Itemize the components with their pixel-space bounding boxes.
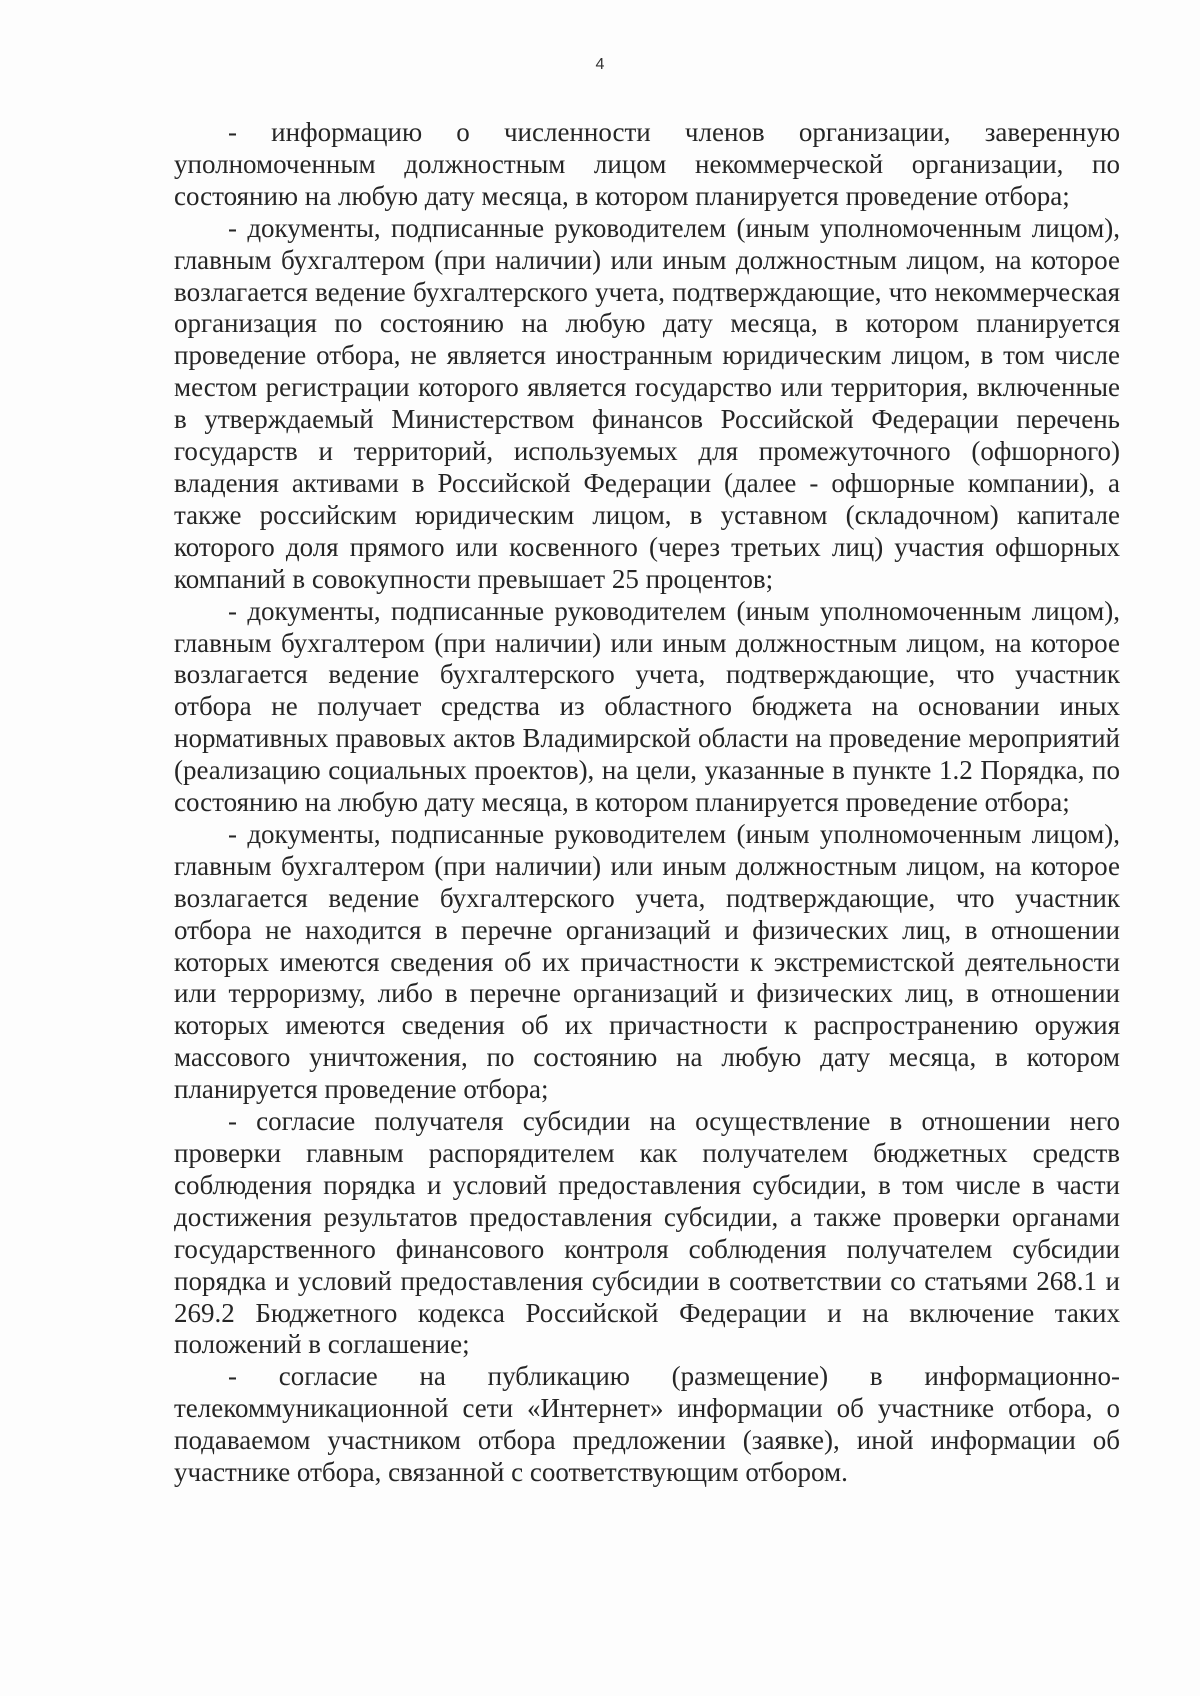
paragraph-offshore-status-documents: - документы, подписанные руководителем (иным уполномоченным лицом), главным бухгалтером (при наличии) или иным должностным лицом, на которое возлагается ведение бухгалтерского учета, подтверждающие, что некоммерческая организация по состоянию на любую дату месяца, в котором планируется проведение отбора, не является иностранным юридическим лицом, в том числе местом регистрации которого является государство или территория, включенные в утверждаемый Министерством финансов Российской Федерации перечень государств и территорий, используемых для промежуточного (офшорного) владения активами в Российской Федерации (далее - офшорные компании), а также российским юридическим лицом, в уставном (складочном) капитале которого доля прямого или косвенного (через третьих лиц) участия офшорных компаний в совокупности превышает 25 процентов; — [174, 212, 1120, 594]
document-body — [174, 117, 1120, 1489]
paragraph-audit-consent: - согласие получателя субсидии на осуществление в отношении него проверки главным распорядителем как получателем бюджетных средств соблюдения порядка и условий предоставления субсидии, в том числе в части достижения результатов предоставления субсидии, а также проверки органами государственного финансового контроля соблюдения получателем субсидии порядка и условий предоставления субсидии в соответствии со статьями 268.1 и 269.2 Бюджетного кодекса Российской Федерации и на включение таких положений в соглашение; — [174, 1106, 1120, 1360]
paragraph-member-count-info: - информацию о численности членов организации, заверенную уполномоченным должностным лицом некоммерческой организации, по состоянию на любую дату месяца, в котором планируется проведение отбора; — [174, 117, 1120, 211]
page-number: 4 — [595, 56, 605, 73]
paragraph-no-regional-budget-funds-documents: - документы, подписанные руководителем (иным уполномоченным лицом), главным бухгалтером (при наличии) или иным должностным лицом, на которое возлагается ведение бухгалтерского учета, подтверждающие, что участник отбора не получает средства из областного бюджета на основании иных нормативных правовых актов Владимирской области на проведение мероприятий (реализацию социальных проектов), на цели, указанные в пункте 1.2 Порядка, по состоянию на любую дату месяца, в котором планируется проведение отбора; — [174, 595, 1120, 818]
paragraph-publication-consent: - согласие на публикацию (размещение) в информационно-телекоммуникационной сети «Интернет» информации об участнике отбора, о подаваемом участником отбора предложении (заявке), иной информации об участнике отбора, связанной с соответствующим отбором. — [174, 1361, 1120, 1488]
paragraph-extremism-list-documents: - документы, подписанные руководителем (иным уполномоченным лицом), главным бухгалтером (при наличии) или иным должностным лицом, на которое возлагается ведение бухгалтерского учета, подтверждающие, что участник отбора не находится в перечне организаций и физических лиц, в отношении которых имеются сведения об их причастности к экстремистской деятельности или терроризму, либо в перечне организаций и физических лиц, в отношении которых имеются сведения об их причастности к распространению оружия массового уничтожения, по состоянию на любую дату месяца, в котором планируется проведение отбора; — [174, 818, 1120, 1105]
